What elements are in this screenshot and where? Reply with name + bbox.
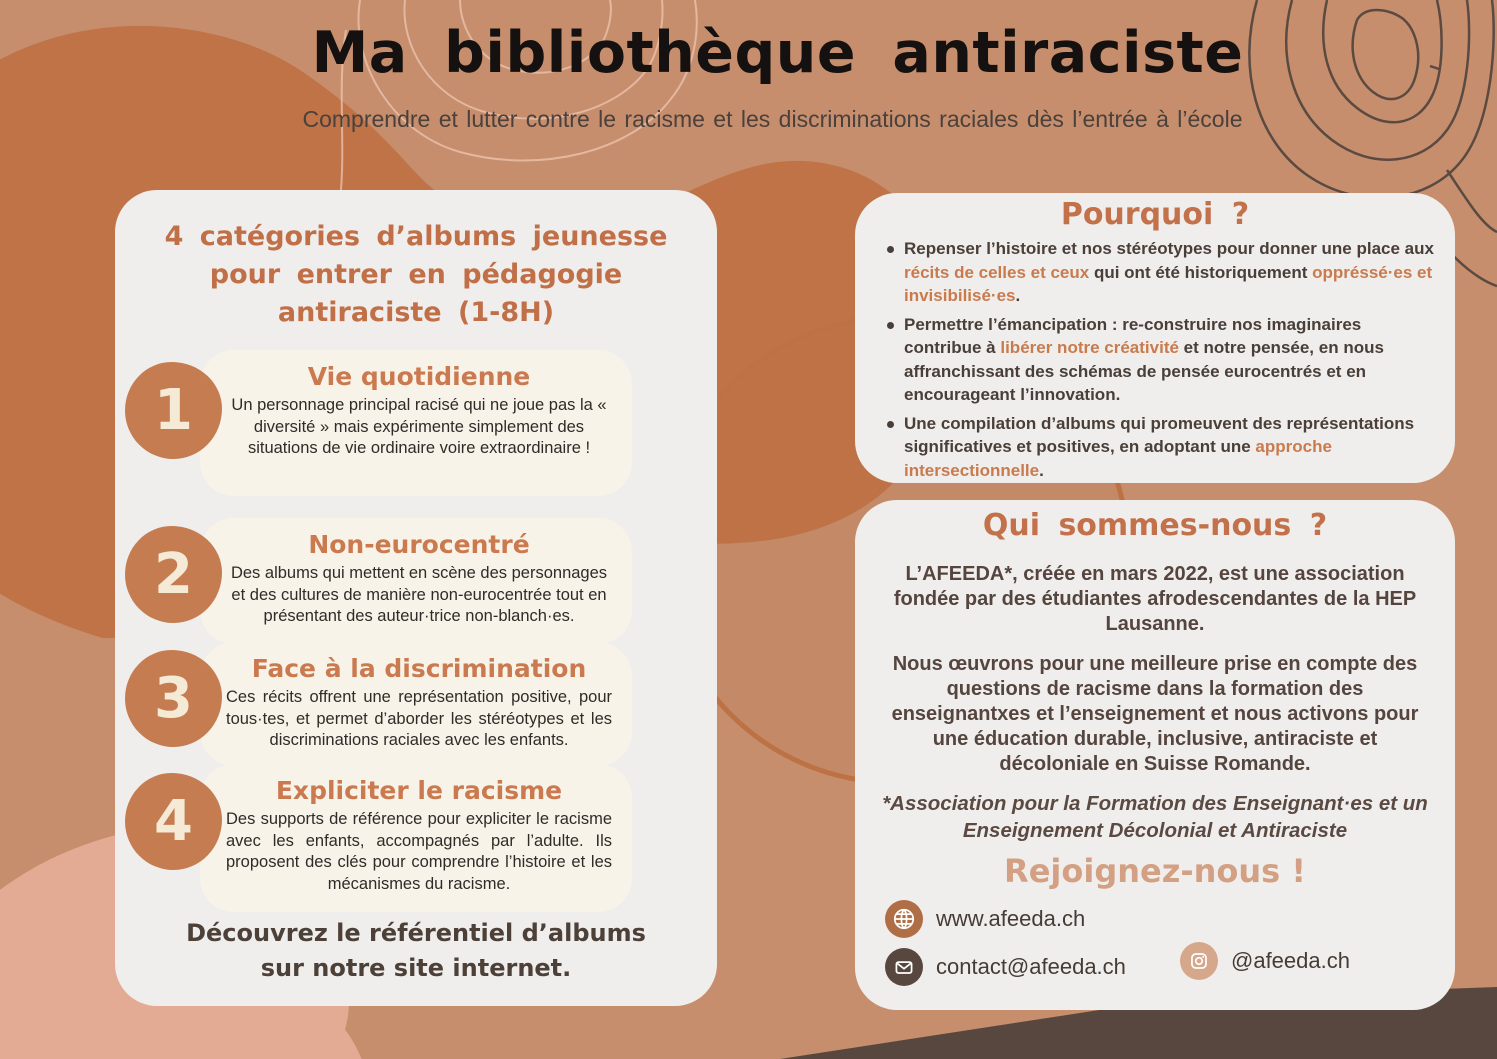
why-bullet — [885, 313, 1443, 407]
bullet-text: Repenser l’histoire et nos stéréotypes pour donner une place aux — [904, 239, 1434, 258]
category-number: 2 — [154, 542, 193, 607]
why-bullet — [885, 412, 1443, 483]
who-paragraph-2: Nous œuvrons pour une meilleure prise en compte des questions de racisme dans la formation des enseignantxes et l’enseignement et nous activons pour une éducation durable, inclusive, antiraciste et décoloniale en Suisse Romande. — [891, 653, 1419, 775]
category-item-4 — [200, 764, 632, 912]
category-item-1 — [200, 350, 632, 496]
bullet-text: . — [1015, 286, 1021, 305]
category-item-2 — [200, 518, 632, 644]
category-number-badge-3 — [125, 650, 222, 747]
why-heading: Pourquoi ? — [1060, 197, 1250, 232]
join-us-heading: Rejoignez-nous ! — [1004, 852, 1306, 890]
category-number-badge-2 — [125, 526, 222, 623]
categories-footer-note: Découvrez le référentiel d’albums sur notre site internet. — [186, 919, 646, 982]
email-icon — [885, 948, 923, 986]
category-number: 4 — [154, 789, 193, 854]
bullet-highlight: approche intersectionnelle — [904, 437, 1332, 480]
category-number: 1 — [154, 378, 193, 443]
globe-icon — [885, 900, 923, 938]
categories-card — [115, 190, 717, 1006]
categories-heading: 4 catégories d’albums jeunesse pour entrer en pédagogie antiraciste (1-8H) — [164, 221, 668, 328]
category-body: Des supports de référence pour expliciter le racisme avec les enfants, accompagnés par l’adulte. Ils proposent des clés pour comprendre l’histoire et les mécanismes du racisme. — [226, 810, 612, 893]
website-link[interactable] — [885, 900, 1085, 938]
who-heading: Qui sommes-nous ? — [982, 508, 1328, 543]
bullet-text: qui ont été historiquement — [1089, 262, 1313, 282]
who-card — [855, 500, 1455, 1010]
poster-subtitle: Comprendre et lutter contre le racisme et les discriminations raciales dès l’entrée à l’école — [302, 106, 1243, 132]
category-title: Expliciter le racisme — [275, 776, 563, 805]
bullet-text: Une compilation d’albums qui promeuvent des représentations significatives et positives, en adoptant une — [904, 413, 1415, 456]
category-number: 3 — [154, 666, 193, 731]
bullet-highlight: récits de celles et ceux — [904, 262, 1090, 282]
why-card — [855, 193, 1455, 483]
category-title: Vie quotidienne — [307, 362, 531, 391]
category-number-badge-1 — [125, 362, 222, 459]
email-address: contact@afeeda.ch — [936, 954, 1126, 979]
who-footnote: *Association pour la Formation des Enseignant·es et un Enseignement Décolonial et Antiraciste — [882, 792, 1428, 842]
who-paragraph-1: L’AFEEDA*, créée en mars 2022, est une association fondée par des étudiantes afrodescendantes de la HEP Lausanne. — [893, 563, 1417, 635]
category-number-badge-4 — [125, 773, 222, 870]
category-item-3 — [200, 642, 632, 766]
instagram-link[interactable] — [1180, 942, 1350, 980]
poster-title: Ma bibliothèque antiraciste — [311, 20, 1244, 86]
bullet-text: . — [1039, 460, 1044, 480]
why-bullet — [885, 237, 1443, 308]
bullet-text: et notre pensée, en nous affranchissant des schémas de pensée eurocentrés et en encourageant l’innovation. — [904, 338, 1384, 404]
bullet-highlight: libérer notre créativité — [1000, 338, 1179, 357]
category-body: Des albums qui mettent en scène des personnages et des cultures de manière non-eurocentrée tout en présentant des auteur·trice non-blanch·es. — [230, 564, 608, 625]
category-body: Un personnage principal racisé qui ne joue pas la « diversité » mais expérimente simplement des situations de vie ordinaire voire extraordinaire ! — [231, 396, 607, 457]
bullet-highlight: oppréssé·es et invisibilisé·es — [904, 262, 1433, 305]
category-title: Non-eurocentré — [308, 530, 530, 559]
category-body: Ces récits offrent une représentation positive, pour tous·tes, et permet d’aborder les stéréotypes et les discriminations raciales avec les enfants. — [226, 688, 612, 749]
instagram-icon — [1180, 942, 1218, 980]
bullet-text: Permettre l’émancipation : re-construire nos imaginaires contribue à — [904, 314, 1362, 357]
why-bullet-list — [885, 237, 1443, 483]
email-link[interactable] — [885, 948, 1126, 986]
instagram-handle: @afeeda.ch — [1231, 948, 1350, 973]
category-title: Face à la discrimination — [251, 654, 587, 683]
website-url: www.afeeda.ch — [936, 906, 1086, 931]
